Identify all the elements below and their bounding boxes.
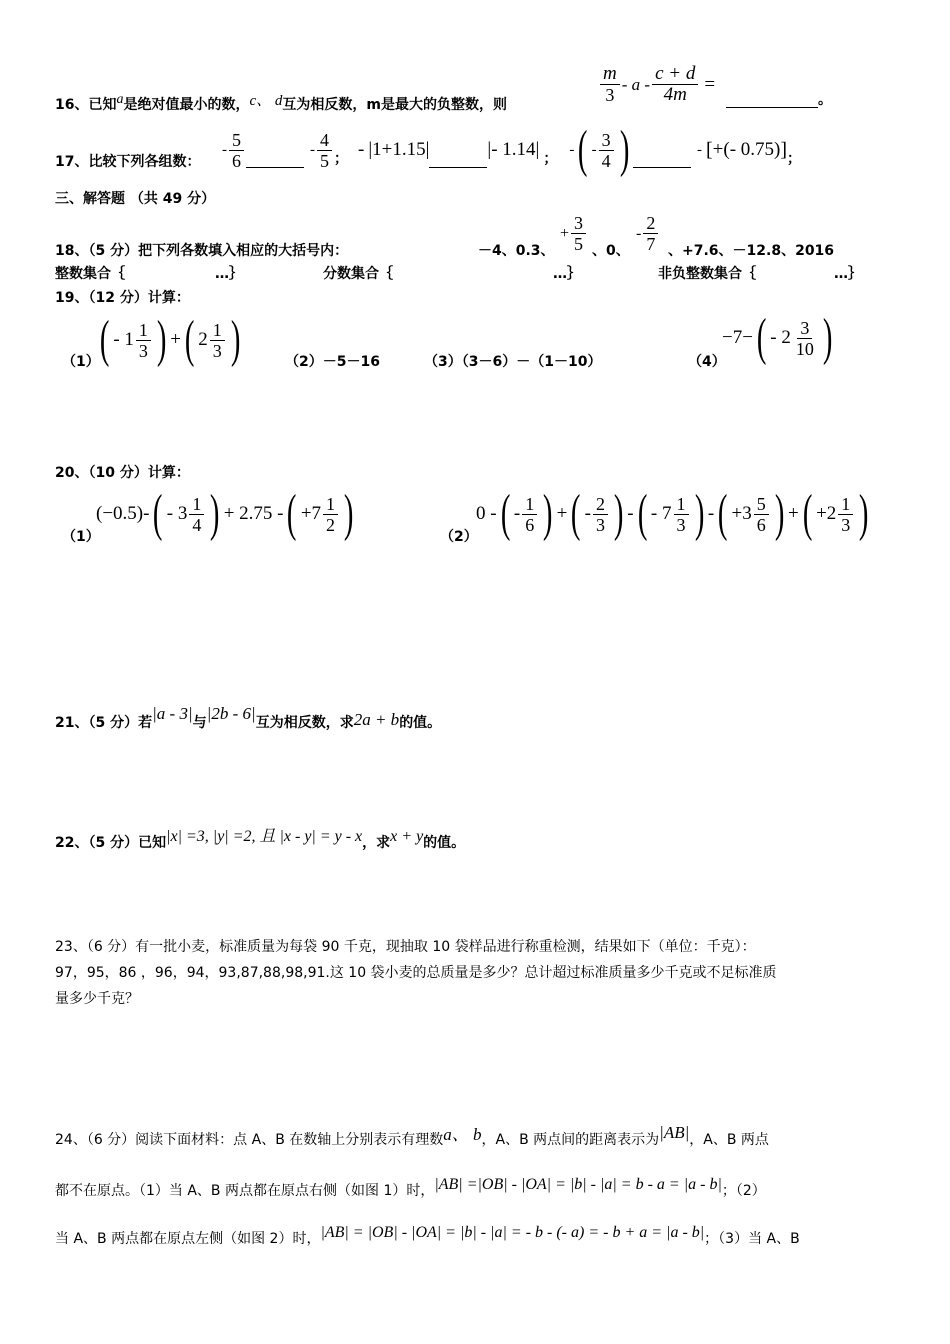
q17-bracket: +(- 0.75) bbox=[712, 139, 781, 160]
q20-e1-w1: - 3 bbox=[166, 503, 188, 524]
q18-p-den: 5 bbox=[574, 234, 584, 254]
q19-e4-d: 10 bbox=[795, 338, 814, 359]
q20-e2-n5: 1 bbox=[838, 494, 853, 515]
q20-e2-n4: 5 bbox=[754, 494, 769, 515]
q20-e2-w3: - 7 bbox=[650, 503, 672, 524]
q16-minus-a: - a - bbox=[621, 74, 651, 94]
q21-abs-1: a - 3 bbox=[156, 704, 188, 723]
q16-4m: 4m bbox=[663, 84, 687, 105]
q18-set-integers[interactable] bbox=[55, 264, 243, 284]
q18-set-nonneg[interactable] bbox=[658, 264, 862, 284]
q19-e1-n2: 1 bbox=[210, 320, 225, 341]
q18-set-integers-label: 整数集合｛ bbox=[55, 266, 125, 282]
q18-n-den: 7 bbox=[646, 234, 656, 254]
q20-label-1: （1） bbox=[62, 529, 100, 545]
q17-expression: - $\frac{5}{6}$ - $\frac{4}{5}$ ； - |1+1.15| |- 1.14| ； - ( - $\frac{3}{4}$ ) - [ +(- 0.75) ] ； bbox=[222, 121, 802, 178]
q19-e1-d1: 3 bbox=[138, 340, 148, 361]
q20-e2-d3: 3 bbox=[676, 514, 686, 535]
q18-set-fractions-label: 分数集合｛ bbox=[323, 266, 393, 282]
q16-three: 3 bbox=[605, 85, 615, 105]
q22-line bbox=[55, 827, 465, 853]
q18-text: 18、（5 分）把下列各数填入相应的大括号内： bbox=[55, 243, 349, 259]
q22-end: 的值。 bbox=[423, 835, 466, 851]
q20-title: 20、（10 分）计算： bbox=[55, 465, 190, 481]
q21-expr: 2a + b bbox=[353, 710, 400, 729]
q16-cd: c、 d bbox=[249, 93, 283, 109]
q24-AB: |AB| bbox=[659, 1123, 690, 1142]
q20-e1-d2: 2 bbox=[326, 514, 336, 535]
q19-label-1: （1） bbox=[62, 354, 100, 370]
q17-f1-den: 6 bbox=[232, 150, 241, 171]
q18-n-num: 2 bbox=[643, 213, 658, 234]
q21-line: 21、（5 分）若|a - 3|与|2b - 6|互为相反数，求2a + b的值。 bbox=[55, 704, 442, 731]
q23-line-1: 23、（6 分）有一批小麦，标准质量为每袋 90 千克，现抽取 10 袋样品进行称重检测，结果如下（单位：千克）： bbox=[55, 939, 756, 955]
q21-and: 与 bbox=[192, 715, 207, 731]
q19-e1-op: + bbox=[170, 329, 181, 350]
q19-expr-4: −7− ( - 2 3 10 ) bbox=[722, 309, 833, 366]
q20-e2-d2: 3 bbox=[595, 514, 605, 535]
q16-end: 。 bbox=[818, 92, 832, 108]
q17-sep-2: ； bbox=[543, 151, 558, 167]
q24-p1b: ，A、B 两点间的距离表示为 bbox=[481, 1132, 660, 1148]
q24-p1c: ，A、B 两点 bbox=[689, 1132, 769, 1148]
q21-prefix: 21、（5 分）若 bbox=[55, 715, 153, 731]
q20-e1-mid: + 2.75 - bbox=[223, 503, 284, 524]
q18-set-fractions[interactable] bbox=[323, 264, 581, 284]
q23-line-2: 97，95，86 ，96，94，93,87,88,98,91.这 10 袋小麦的总质量是多少？总计超过标准质量多少千克或不足标准质 bbox=[55, 965, 777, 981]
q21-text: 互为相反数，求 bbox=[255, 715, 354, 731]
q20-label-2: （2） bbox=[440, 529, 478, 545]
q17-sep-3: ； bbox=[787, 151, 802, 167]
q24-p2b: ；（2） bbox=[721, 1183, 766, 1199]
q18-set-fractions-end: …｝ bbox=[553, 266, 581, 282]
q19-label-3: （3）（3－6）－（1－10） bbox=[424, 354, 602, 370]
q19-e1-w1: - 1 bbox=[113, 329, 134, 350]
q19-e4-w: - 2 bbox=[770, 327, 791, 348]
q22-text: ，求 bbox=[362, 835, 391, 851]
q24-line-1 bbox=[55, 1120, 769, 1153]
q18-set-nonneg-label: 非负整数集合｛ bbox=[658, 266, 756, 282]
q24-line-3 bbox=[55, 1220, 800, 1252]
q16-expression bbox=[598, 64, 715, 105]
q20-e2-n1: 1 bbox=[522, 494, 537, 515]
q16-prefix: 16、已知 bbox=[55, 97, 117, 113]
q20-e2-w4: +3 bbox=[731, 503, 752, 524]
q24-line-2 bbox=[55, 1172, 766, 1204]
q20-e2-d5: 3 bbox=[841, 514, 851, 535]
q16-text2: 互为相反数，m是最大的负整数，则 bbox=[282, 97, 507, 113]
q19-e4-n: 3 bbox=[797, 318, 812, 339]
q22-expr: x + y bbox=[390, 828, 424, 845]
q20-e1-n1: 1 bbox=[189, 494, 204, 515]
q20-e2-d4: 6 bbox=[756, 514, 766, 535]
q16-cpd: c + d bbox=[652, 64, 698, 85]
q17-prefix: 17、比较下列各组数： bbox=[55, 154, 201, 170]
q16-text1: 是绝对值最小的数， bbox=[123, 97, 250, 113]
q17-f3-den: 4 bbox=[601, 150, 611, 171]
q21-end: 的值。 bbox=[399, 715, 442, 731]
q22-prefix: 22、（5 分）已知 bbox=[55, 835, 167, 851]
q17-f2-den: 5 bbox=[320, 150, 329, 171]
q17-blank-3[interactable] bbox=[633, 167, 691, 168]
q19-e1-d2: 3 bbox=[212, 340, 222, 361]
q16-answer-blank[interactable] bbox=[726, 107, 818, 108]
q19-label-2: （2）－5－16 bbox=[285, 354, 380, 370]
q24-eq-2: |AB| = |OB| - |OA| = |b| - |a| = - b - (- a) = - b + a = |a - b| bbox=[320, 1224, 705, 1241]
q20-e2-n2: 2 bbox=[593, 494, 608, 515]
q18-frac-neg: - $\frac{2}{7}$ bbox=[636, 213, 660, 254]
q19-e1-w2: 2 bbox=[198, 329, 208, 350]
q23-line-3: 量多少千克？ bbox=[55, 991, 139, 1007]
q18-p-num: 3 bbox=[571, 213, 586, 234]
q17-abs-1: |1+1.15| bbox=[368, 139, 430, 160]
q20-e1-w2: +7 bbox=[300, 503, 322, 524]
q20-e1-d1: 4 bbox=[192, 514, 202, 535]
q17-blank-1[interactable] bbox=[246, 167, 304, 168]
q19-e1-n1: 1 bbox=[136, 320, 151, 341]
q19-label-4: （4） bbox=[688, 354, 726, 370]
q23-paragraph bbox=[55, 934, 777, 1012]
q20-expr-1: (−0.5)- ( - 3 1 4 ) + 2.75 - ( +7 1 2 ) bbox=[96, 485, 354, 542]
q18-frac-pos: + $\frac{3}{5}$ bbox=[560, 213, 588, 254]
q18-nums-2: 、0、 bbox=[592, 243, 630, 259]
q20-e2-a: 0 - bbox=[476, 503, 497, 524]
q16-m: m bbox=[600, 64, 620, 85]
q17-abs-2: |- 1.14| bbox=[487, 139, 540, 160]
q22-condition: |x| =3, |y| =2, 且 |x - y| = y - x bbox=[166, 828, 363, 845]
q16-eq: = bbox=[704, 73, 716, 95]
q20-expr-2: 0 - ( - 1 6 ) + ( - 2 3 ) - ( - 7 1 3 ) - ( +3 5 6 ) + ( +2 1 3 ) bbox=[476, 485, 869, 542]
q18-set-nonneg-end: …｝ bbox=[834, 266, 862, 282]
q19-title: 19、（12 分）计算： bbox=[55, 290, 190, 306]
q17-blank-2[interactable] bbox=[429, 167, 487, 168]
q17-f1-num: 5 bbox=[229, 130, 244, 151]
section-3-heading: 三、解答题 （共 49 分） bbox=[55, 191, 216, 207]
q24-p1a: 24、（6 分）阅读下面材料：点 A、B 在数轴上分别表示有理数 bbox=[55, 1132, 444, 1148]
q16-a: a bbox=[116, 92, 124, 107]
q24-p3b: ；（3）当 A、B bbox=[704, 1231, 800, 1247]
q20-e1-a: (−0.5)- bbox=[96, 503, 150, 524]
q21-abs-2: 2b - 6 bbox=[211, 704, 252, 723]
q17-sep-1: ； bbox=[334, 151, 348, 167]
q24-p3a: 当 A、B 两点都在原点左侧（如图 2）时， bbox=[55, 1231, 321, 1247]
q19-expr-1: ( - 1 1 3 ) + ( 2 1 3 ) bbox=[99, 311, 241, 368]
q18-nums-3: 、+7.6、－12.8、2016 bbox=[668, 243, 835, 259]
q24-p2a: 都不在原点。（1）当 A、B 两点都在原点右侧（如图 1）时， bbox=[55, 1183, 435, 1199]
q18-set-integers-end: …｝ bbox=[215, 266, 243, 282]
q17-f3-num: 3 bbox=[599, 130, 614, 151]
q20-e2-n3: 1 bbox=[674, 494, 689, 515]
q24-eq-1: |AB| =|OB| - |OA| = |b| - |a| = b - a = |a - b| bbox=[434, 1176, 722, 1193]
q20-e1-n2: 1 bbox=[323, 494, 338, 515]
q19-e4-lead: −7− bbox=[722, 327, 753, 348]
q20-e2-w5: +2 bbox=[816, 503, 837, 524]
q18-nums-1: －4、0.3、 bbox=[478, 243, 555, 259]
q17-f2-num: 4 bbox=[317, 130, 332, 151]
q24-ab: a、 b bbox=[443, 1125, 482, 1144]
q16-line bbox=[55, 90, 507, 115]
q20-e2-d1: 6 bbox=[525, 514, 535, 535]
